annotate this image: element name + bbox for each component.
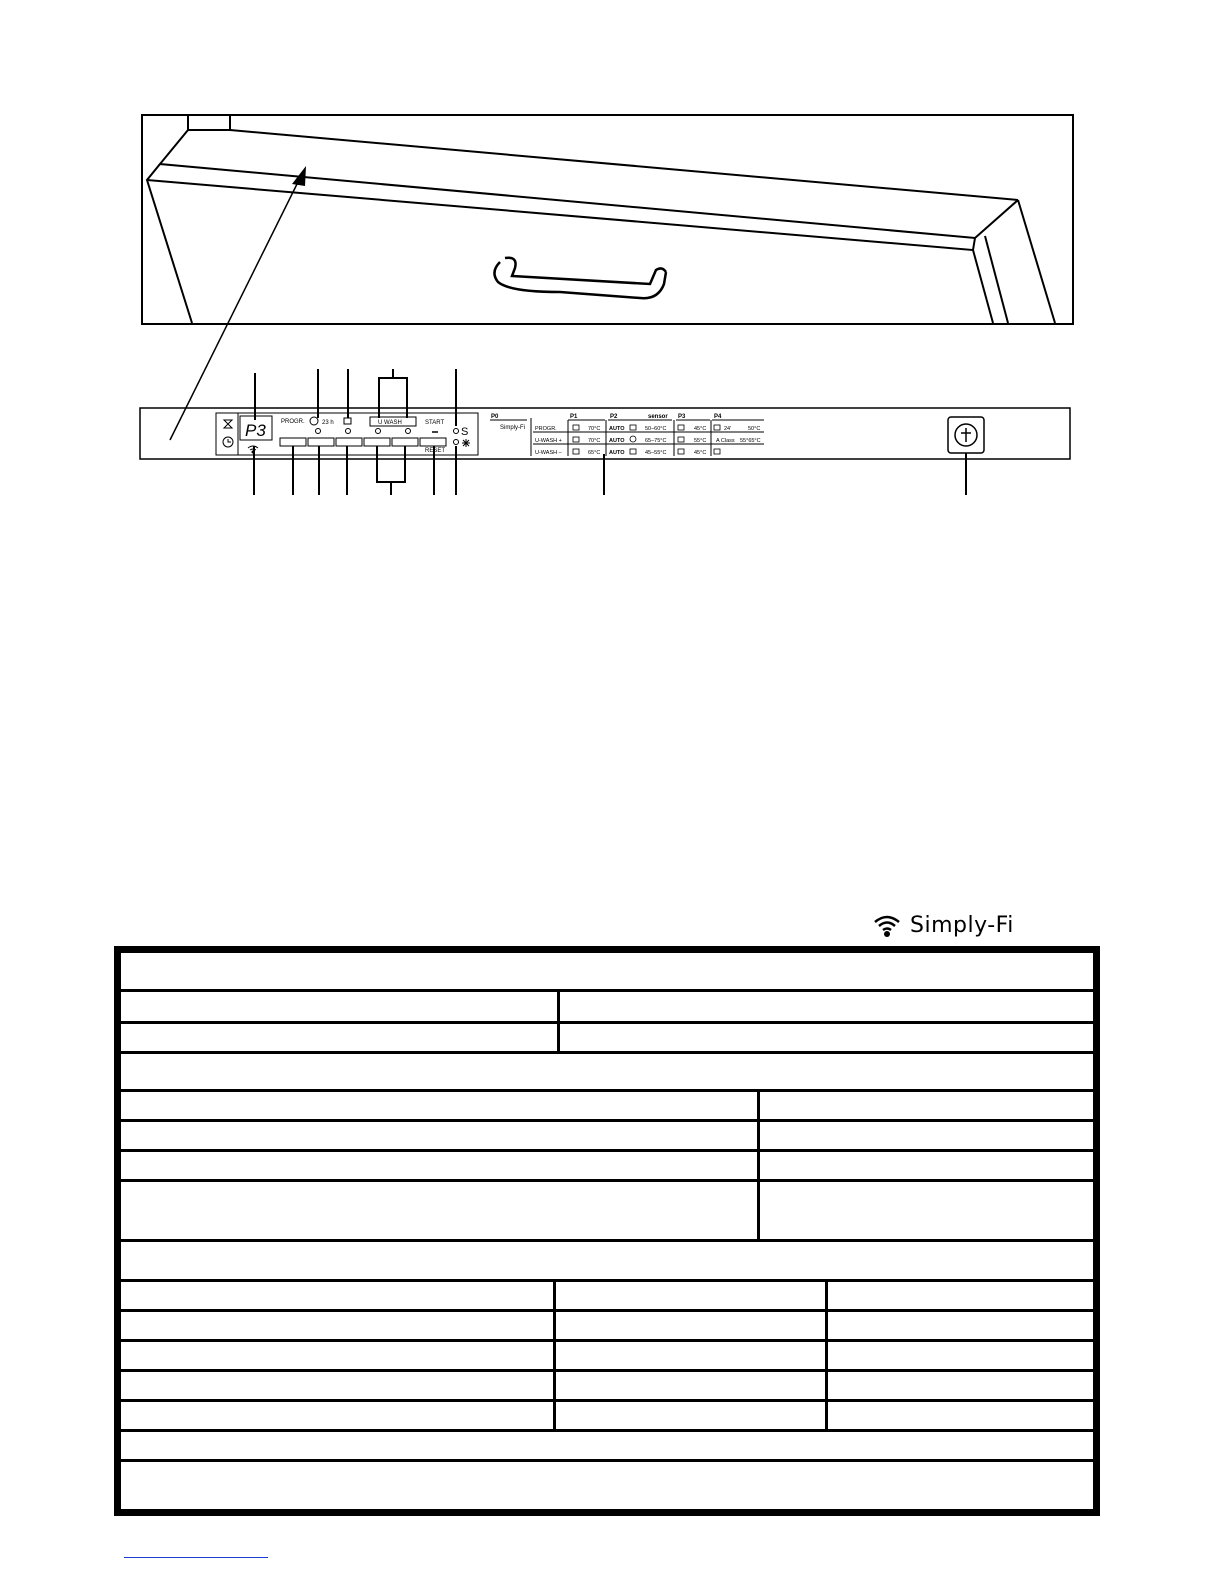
start-reset-button[interactable] [420,438,446,446]
form-cell [553,1312,556,1342]
form-cell [557,992,560,1024]
header-p2: P2 [610,414,618,420]
header-sensor: sensor [648,414,668,420]
progr-button[interactable] [280,438,306,446]
salt-icon [461,426,468,438]
form-row [121,1149,1093,1182]
leader-arrow [170,166,306,440]
row-p3: 45°C [694,450,707,456]
form-row [121,1089,1093,1122]
form-cell [825,1372,828,1402]
form-cell [825,1402,828,1432]
form-row [121,953,1093,989]
clock-icon [223,437,233,447]
header-p0: P0 [491,414,499,420]
row-p1: 70°C [588,426,601,432]
row-sensor: 45–55°C [645,450,667,456]
row-p2: AUTO [609,438,625,444]
half-load-icon [344,418,351,424]
form-cell [553,1282,556,1312]
footer-link-line[interactable] [124,1557,268,1558]
row-p3: 55°C [694,438,707,444]
row-p1: 65°C [588,450,601,456]
row-sensor: 65–75°C [645,438,667,444]
form-cell [557,1024,560,1054]
row-p2: AUTO [609,426,625,432]
form-row [121,1429,1093,1462]
form-row [121,1179,1093,1242]
p0-simplyfi-label: Simply-Fi [500,425,525,431]
info-form-card [114,946,1100,1516]
program-table [490,418,764,456]
form-cell [553,1402,556,1432]
delay-button[interactable] [308,438,334,446]
form-cell [553,1342,556,1372]
form-cell [825,1282,828,1312]
dishwasher-door-illustration [142,115,1073,324]
control-panel [140,408,1070,459]
form-row [121,1459,1093,1512]
form-row [121,1119,1093,1152]
header-p1: P1 [570,414,578,420]
timer-icon [310,417,318,425]
form-cell [757,1152,760,1182]
row-label: U-WASH + [535,438,562,444]
row-p2: AUTO [609,450,625,456]
form-cell [757,1092,760,1122]
row-label: PROGR. [535,426,557,432]
row-p4b: 50°C [748,426,761,432]
program-table-headers [491,414,722,420]
start-label: START [425,420,445,426]
form-cell [553,1372,556,1402]
half-load-button[interactable] [336,438,362,446]
form-cell [757,1122,760,1152]
row-p3: 45°C [694,426,707,432]
form-row [121,1399,1093,1432]
row-p1: 70°C [588,438,601,444]
uwash-label: U WASH [378,420,402,426]
brand-name: Simply-Fi [910,912,1014,938]
row-sensor: 50–60°C [645,426,667,432]
svg-text:S: S [461,426,469,438]
progr-label: PROGR. [281,419,305,425]
form-row [121,1021,1093,1054]
reset-label: RESET [425,448,446,454]
delay-label: 23 h [322,420,334,426]
form-row [121,1279,1093,1312]
simplyfi-brand [872,905,1022,945]
form-row [121,1309,1093,1342]
row-p4a: 24' [724,426,732,432]
form-cell [825,1342,828,1372]
uwash-plus-button[interactable] [364,438,390,446]
wifi-icon [872,912,902,938]
form-cell [757,1182,760,1242]
door-handle [494,258,666,299]
form-cell [825,1312,828,1342]
form-row [121,1339,1093,1372]
header-p3: P3 [678,414,686,420]
display-value: P3 [245,421,266,440]
form-row [121,989,1093,1024]
program-table-rows [535,426,761,456]
form-row [121,1239,1093,1282]
hourglass-icon [224,420,232,428]
row-p4a: A Class [716,438,735,444]
header-p4: P4 [714,414,722,420]
row-p4b: 55°65°C [740,438,761,444]
row-label: U-WASH – [535,450,562,456]
form-row [121,1051,1093,1092]
uwash-minus-button[interactable] [392,438,418,446]
rinse-aid-icon [462,439,470,447]
form-row [121,1369,1093,1402]
